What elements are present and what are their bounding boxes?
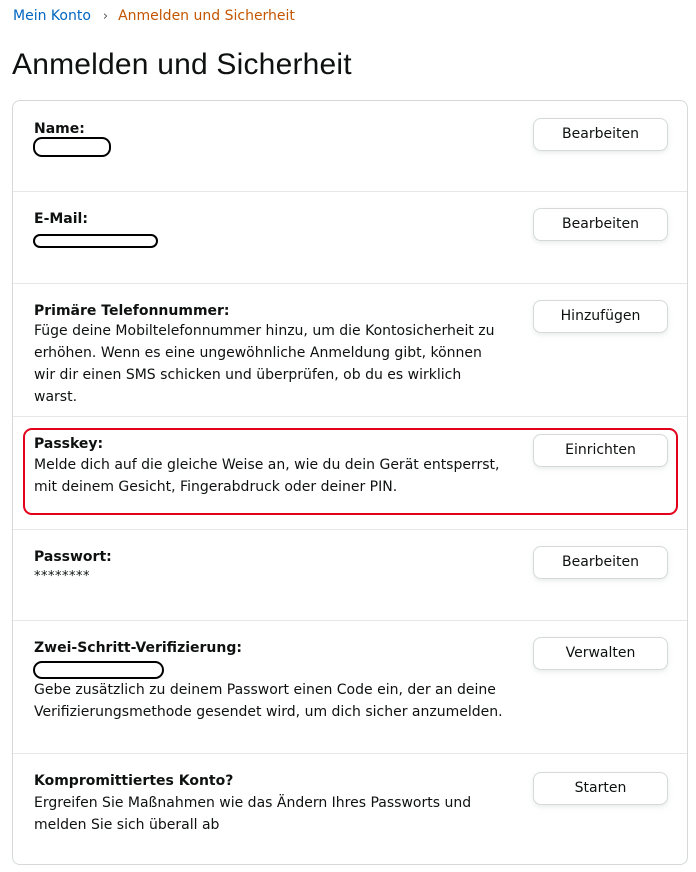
email-redaction-mark	[33, 234, 158, 248]
name-redaction-mark	[33, 137, 111, 157]
passkey-section	[13, 417, 687, 530]
compromised-account-label: Kompromittiertes Konto?	[34, 773, 234, 789]
compromised-account-description: Ergreifen Sie Maßnahmen wie das Ändern Ihres Passworts und melden Sie sich überall ab	[34, 795, 472, 833]
password-label: Passwort:	[34, 549, 112, 565]
name-label: Name:	[34, 121, 85, 137]
breadcrumb-my-account-link[interactable]: Mein Konto	[13, 8, 91, 24]
breadcrumb-current-page: Anmelden und Sicherheit	[118, 8, 295, 24]
password-masked-value: ********	[34, 569, 90, 584]
name-section	[13, 101, 687, 192]
email-label: E-Mail:	[34, 211, 88, 227]
two-step-redaction-mark	[33, 661, 164, 679]
breadcrumb-separator: ›	[102, 9, 109, 24]
passkey-description: Melde dich auf die gleiche Weise an, wie du dein Gerät entsperrst, mit deinem Gesicht, Fingerabdruck oder deiner PIN.	[34, 457, 500, 495]
phone-description: Füge deine Mobiltelefonnummer hinzu, um die Kontosicherheit zu erhöhen. Wenn es eine ungewöhnliche Anmeldung gibt, können wir dir einen SMS schicken und überprüfen, ob du es wirklich warst.	[34, 323, 495, 405]
two-step-label: Zwei-Schritt-Verifizierung:	[34, 640, 242, 656]
phone-label: Primäre Telefonnummer:	[34, 303, 230, 319]
password-section	[13, 530, 687, 621]
edit-password-button[interactable]: Bearbeiten	[533, 546, 668, 579]
two-step-section	[13, 621, 687, 754]
breadcrumb	[13, 6, 295, 27]
start-compromised-account-button[interactable]: Starten	[533, 772, 668, 805]
login-security-card	[12, 100, 688, 865]
passkey-label: Passkey:	[34, 436, 104, 452]
setup-passkey-button[interactable]: Einrichten	[533, 434, 668, 467]
email-section	[13, 192, 687, 284]
add-phone-button[interactable]: Hinzufügen	[533, 300, 668, 333]
edit-name-button[interactable]: Bearbeiten	[533, 118, 668, 151]
page-title: Anmelden und Sicherheit	[12, 48, 352, 81]
phone-section	[13, 284, 687, 417]
edit-email-button[interactable]: Bearbeiten	[533, 208, 668, 241]
two-step-description: Gebe zusätzlich zu deinem Passwort einen Code ein, der an deine Verifizierungsmethode gesendet wird, um dich sicher anzumelden.	[34, 682, 503, 720]
compromised-account-section	[13, 754, 687, 864]
manage-two-step-button[interactable]: Verwalten	[533, 637, 668, 670]
